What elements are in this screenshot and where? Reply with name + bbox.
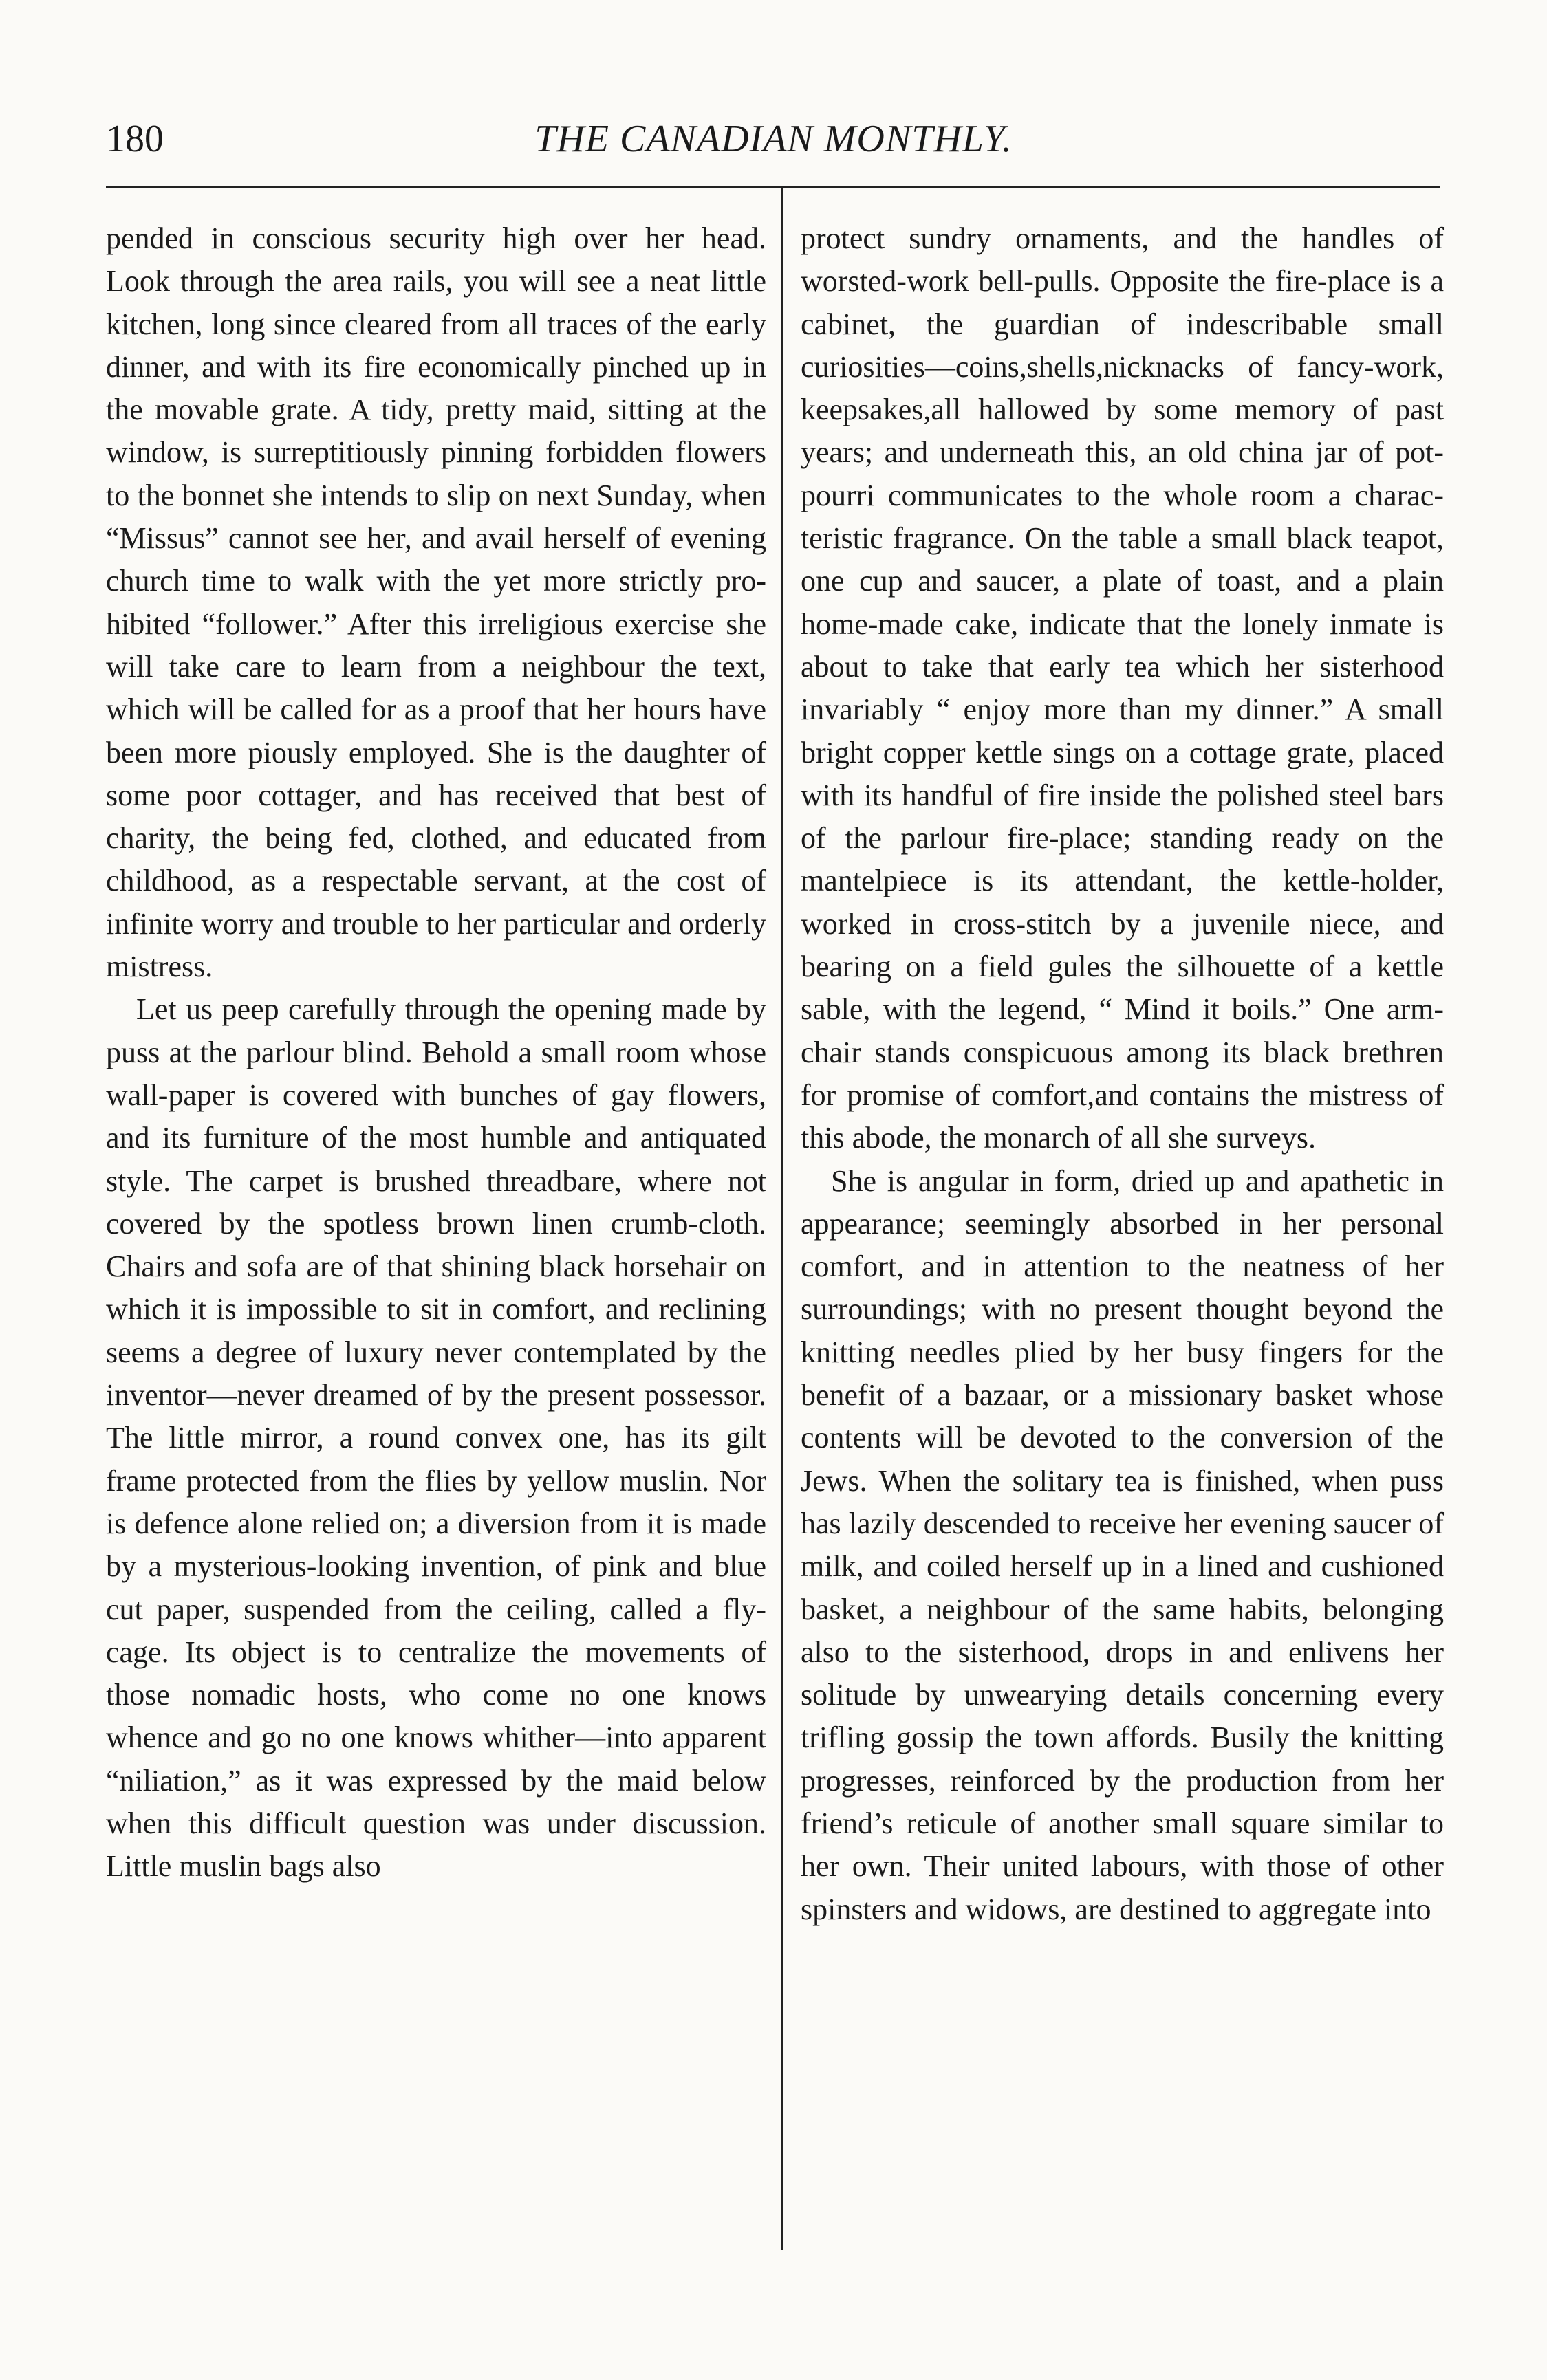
right-paragraph-1: protect sundry ornaments, and the handles of worsted-work bell-pulls. Opposite the fire-place is a cabinet, the guardian of indescribable small curiosities—coins,shells,nicknacks of fancy-work, keepsakes,all hallowed by some memory of past years; and underneath this, an old china jar of pot-pourri communicates to the whole room a characteristic fragrance. On the table a small black teapot, one cup and saucer, a plate of toast, and a plain home-made cake, indicate that the lonely inmate is about to take that early tea which her sisterhood invariably “ enjoy more than my dinner.” A small bright copper kettle sings on a cottage grate, placed with its handful of fire inside the polished steel bars of the parlour fire-place; standing ready on the mantelpiece is its attendant, the kettle-holder, worked in cross-stitch by a juvenile niece, and bearing on a field gules the silhouette of a kettle sable, with the legend, “ Mind it boils.” One armchair stands conspicuous among its black brethren for promise of comfort,and contains the mistress of this abode, the monarch of all she surveys. <box>801 221 1444 1155</box>
left-paragraph-1: pended in conscious security high over her head. Look through the area rails, you will see a neat little kitchen, long since cleared from all traces of the early dinner, and with its fire economically pinched up in the movable grate. A tidy, pretty maid, sitting at the window, is surreptitiously pinning forbidden flowers to the bonnet she intends to slip on next Sunday, when “Missus” cannot see her, and avail herself of evening church time to walk with the yet more strictly prohibited “follower.” After this irreligious exercise she will take care to learn from a neighbour the text, which will be called for as a proof that her hours have been more piously employed. She is the daughter of some poor cottager, and has received that best of charity, the being fed, clothed, and educated from childhood, as a respectable servant, at the cost of infinite worry and trouble to her particular and orderly mistress. <box>106 221 766 984</box>
right-column <box>801 217 1444 1931</box>
right-paragraph-2: She is angular in form, dried up and apathetic in appearance; seemingly absorbed in her personal comfort, and in attention to the neatness of her surroundings; with no present thought beyond the knitting needles plied by her busy fingers for the benefit of a bazaar, or a missionary basket whose contents will be devoted to the conversion of the Jews. When the solitary tea is finished, when puss has lazily descended to receive her evening saucer of milk, and coiled herself up in a lined and cushioned basket, a neighbour of the same habits, belonging also to the sisterhood, drops in and enlivens her solitude by unwearying details concerning every trifling gossip the town affords. Busily the knitting progresses, reinforced by the production from her friend’s reticule of another small square similar to her own. Their united labours, with those of other spinsters and widows, are destined to aggregate into <box>801 1164 1444 1926</box>
page-number: 180 <box>106 118 164 160</box>
column-divider <box>781 187 783 2250</box>
header-rule <box>106 186 1440 188</box>
left-paragraph-2: Let us peep carefully through the opening made by puss at the parlour blind. Behold a small room whose wall-paper is covered with bunches of gay flowers, and its furniture of the most humble and antiquated style. The carpet is brushed threadbare, where not covered by the spotless brown linen crumb-cloth. Chairs and sofa are of that shining black horsehair on which it is impossible to sit in comfort, and reclining seems a degree of luxury never contemplated by the inventor—never dreamed of by the present possessor. The little mirror, a round convex one, has its gilt frame protected from the flies by yellow muslin. Nor is defence alone relied on; a diversion from it is made by a mysterious-looking invention, of pink and blue cut paper, suspended from the ceiling, called a fly-cage. Its object is to centralize the movements of those nomadic hosts, who come no one knows whence and go no one knows whither—into apparent “niliation,” as it was expressed by the maid below when this difficult question was under discussion. Little muslin bags also <box>106 992 766 1884</box>
left-column <box>106 217 766 1888</box>
running-title: THE CANADIAN MONTHLY. <box>534 118 1013 160</box>
